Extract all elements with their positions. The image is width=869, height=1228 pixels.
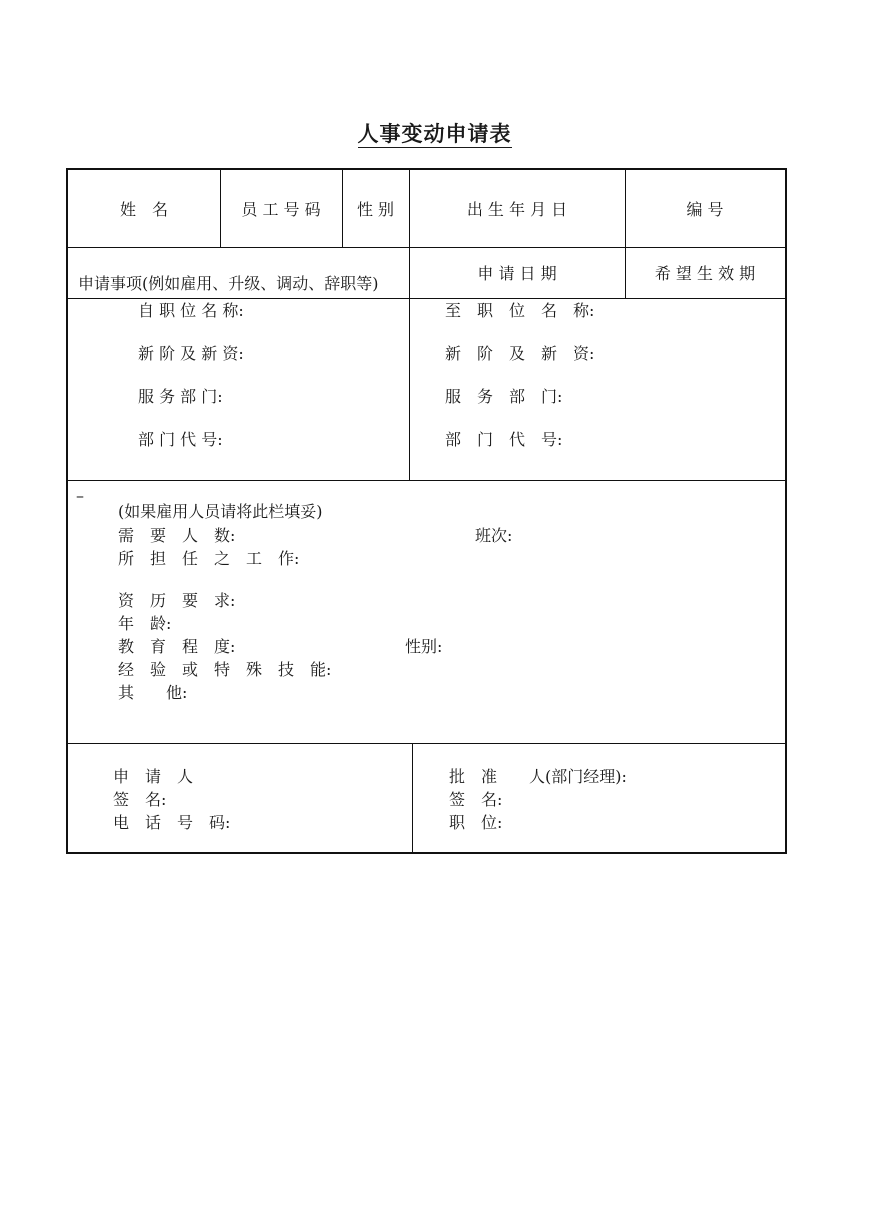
hire-other-label: 其 他: [118, 683, 188, 702]
to-salary-label: 新 阶 及 新 资: [445, 344, 595, 363]
row-divider [68, 247, 785, 248]
hire-note: (如果雇用人员请将此栏填妥) [118, 502, 323, 521]
row-divider [68, 743, 785, 744]
row-divider [68, 298, 785, 299]
from-department-code-label: 部 门 代 号: [138, 430, 223, 449]
header-employee-number: 员 工 号 码 [241, 200, 321, 219]
hire-gender-label: 性别: [405, 637, 443, 656]
hire-shift-label: 班次: [475, 526, 513, 545]
col-divider [412, 743, 413, 852]
effective-date-label: 希 望 生 效 期 [654, 264, 756, 283]
header-name: 姓 名 [119, 200, 168, 219]
hire-education-label: 教 育 程 度: [118, 637, 236, 656]
from-salary-label: 新 阶 及 新 资: [138, 344, 244, 363]
applicant-label: 申 请 人 [113, 767, 194, 786]
header-serial-number: 编 号 [686, 200, 724, 219]
application-item-label: 申请事项(例如雇用、升级、调动、辞职等) [78, 274, 379, 293]
page-title: 人事变动申请表 [357, 122, 512, 146]
application-date-label: 申 请 日 期 [477, 264, 557, 283]
approver-label: 批 准 人(部门经理): [449, 767, 627, 786]
to-department-code-label: 部 门 代 号: [445, 430, 563, 449]
header-gender: 性 别 [356, 200, 395, 219]
to-position-label: 至 职 位 名 称: [445, 301, 595, 320]
hire-age-label: 年 龄: [118, 614, 172, 633]
from-position-label: 自 职 位 名 称: [138, 301, 244, 320]
personnel-change-form [66, 168, 787, 854]
hire-qualification-label: 资 历 要 求: [118, 591, 236, 610]
from-department-label: 服 务 部 门: [138, 387, 223, 406]
dash-mark: – [76, 486, 84, 505]
approver-signature-label: 签 名: [449, 790, 503, 809]
applicant-phone-label: 电 话 号 码: [113, 813, 231, 832]
to-department-label: 服 务 部 门: [445, 387, 563, 406]
row-divider [68, 480, 785, 481]
hire-duties-label: 所 担 任 之 工 作: [118, 549, 300, 568]
hire-count-label: 需 要 人 数: [118, 526, 236, 545]
hire-skills-label: 经 验 或 特 殊 技 能: [118, 660, 332, 679]
header-birth-date: 出 生 年 月 日 [466, 200, 568, 219]
approver-position-label: 职 位: [449, 813, 503, 832]
applicant-signature-label: 签 名: [113, 790, 167, 809]
